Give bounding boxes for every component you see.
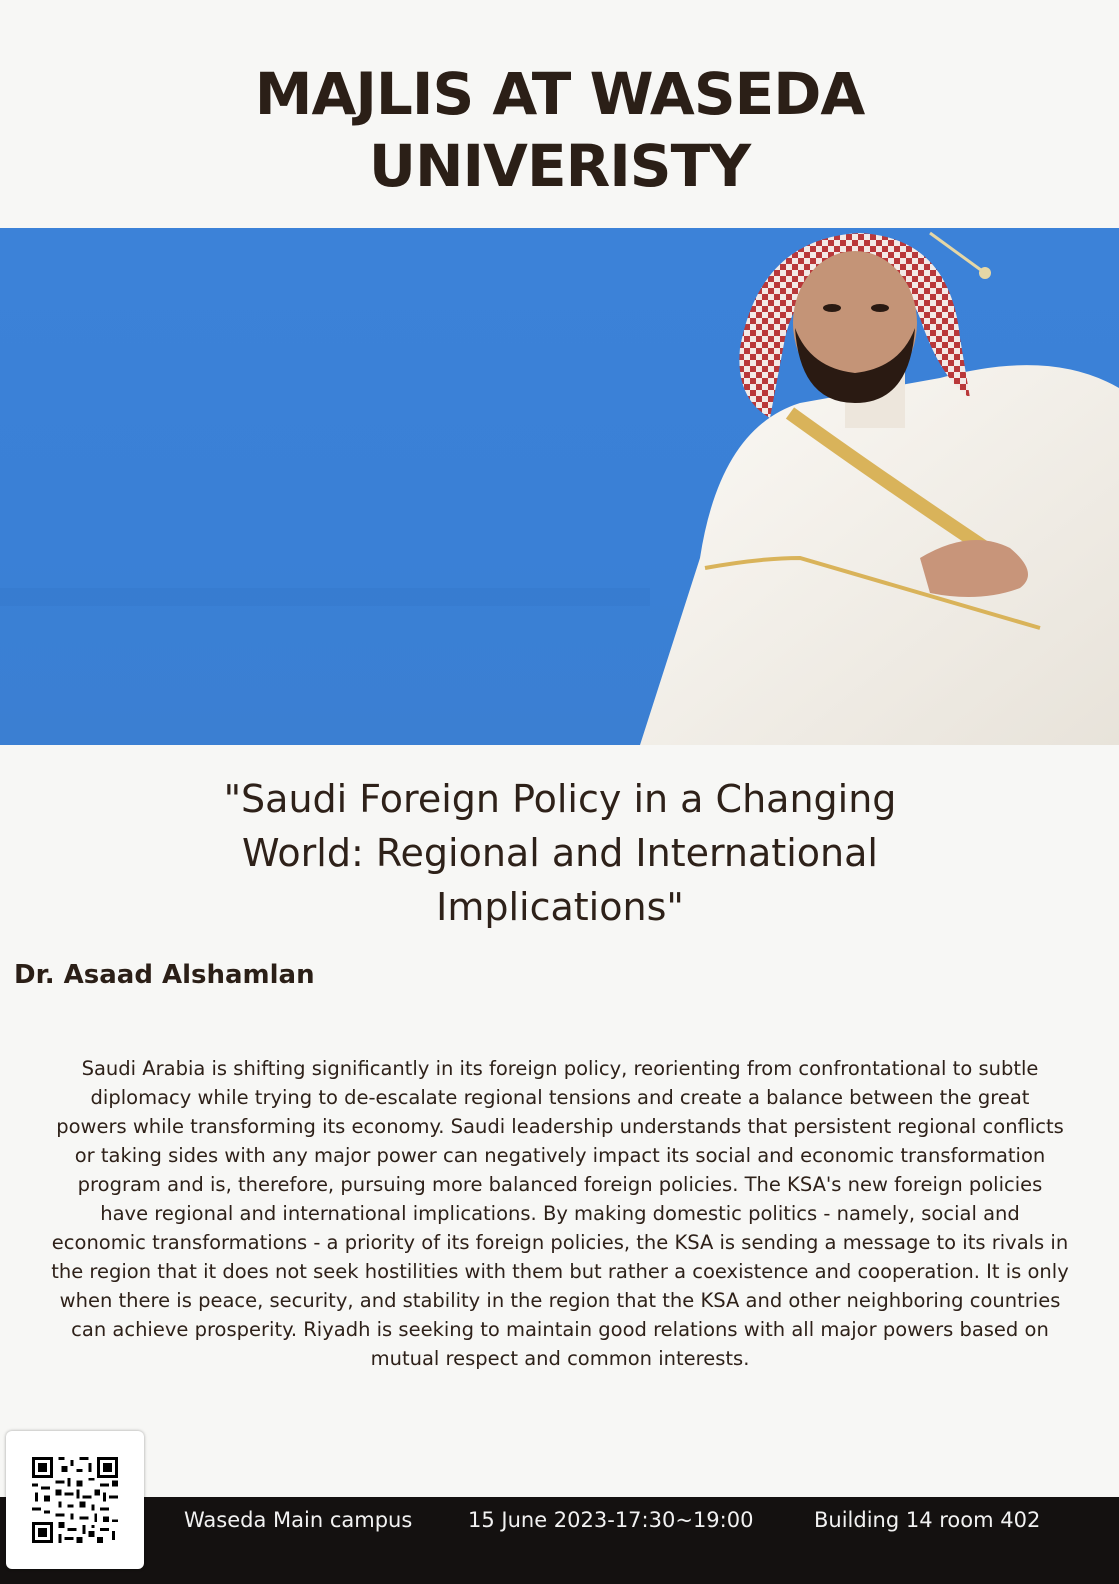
qr-code-icon[interactable] (32, 1457, 118, 1543)
poster-title (0, 58, 1119, 202)
poster-title-line-2: UNIVERISTY (368, 132, 751, 200)
hero-photo (0, 228, 1119, 745)
footer-room: Building 14 room 402 (814, 1508, 1041, 1532)
abstract-line: Saudi Arabia is shifting significantly in its foreign policy, reorienting from confrontational to subtle (81, 1057, 1039, 1080)
abstract-line: powers while transforming its economy. Saudi leadership understands that persistent regional conflicts (56, 1115, 1064, 1138)
talk-title-line-2: World: Regional and International (242, 831, 878, 875)
talk-title (160, 772, 960, 934)
footer-location: Waseda Main campus (184, 1508, 413, 1532)
speaker-name: Dr. Asaad Alshamlan (14, 960, 315, 990)
poster-title-line-1: MAJLIS AT WASEDA (254, 60, 865, 128)
abstract-line: can achieve prosperity. Riyadh is seeking to maintain good relations with all major powers based on (71, 1318, 1049, 1341)
abstract-line: program and is, therefore, pursuing more balanced foreign policies. The KSA's new foreign policies (77, 1173, 1043, 1196)
abstract-line: have regional and international implications. By making domestic politics - namely, social and (100, 1202, 1020, 1225)
abstract-line: when there is peace, security, and stability in the region that the KSA and other neighboring countries (59, 1289, 1061, 1312)
talk-title-line-1: "Saudi Foreign Policy in a Changing (223, 777, 897, 821)
talk-title-line-3: Implications" (436, 885, 684, 929)
abstract-line: mutual respect and common interests. (370, 1347, 750, 1370)
abstract-line: the region that it does not seek hostilities with them but rather a coexistence and cooperation. It is only (51, 1260, 1069, 1283)
abstract-text (10, 1054, 1110, 1373)
footer-datetime: 15 June 2023-17:30~19:00 (468, 1508, 754, 1532)
qr-card[interactable] (6, 1431, 144, 1569)
abstract-line: economic transformations - a priority of its foreign policies, the KSA is sending a message to its rivals in (51, 1231, 1069, 1254)
speaker-portrait-illustration (0, 228, 1119, 745)
abstract-line: diplomacy while trying to de-escalate regional tensions and create a balance between the great (90, 1086, 1030, 1109)
abstract-line: or taking sides with any major power can negatively impact its social and economic transformation (74, 1144, 1046, 1167)
